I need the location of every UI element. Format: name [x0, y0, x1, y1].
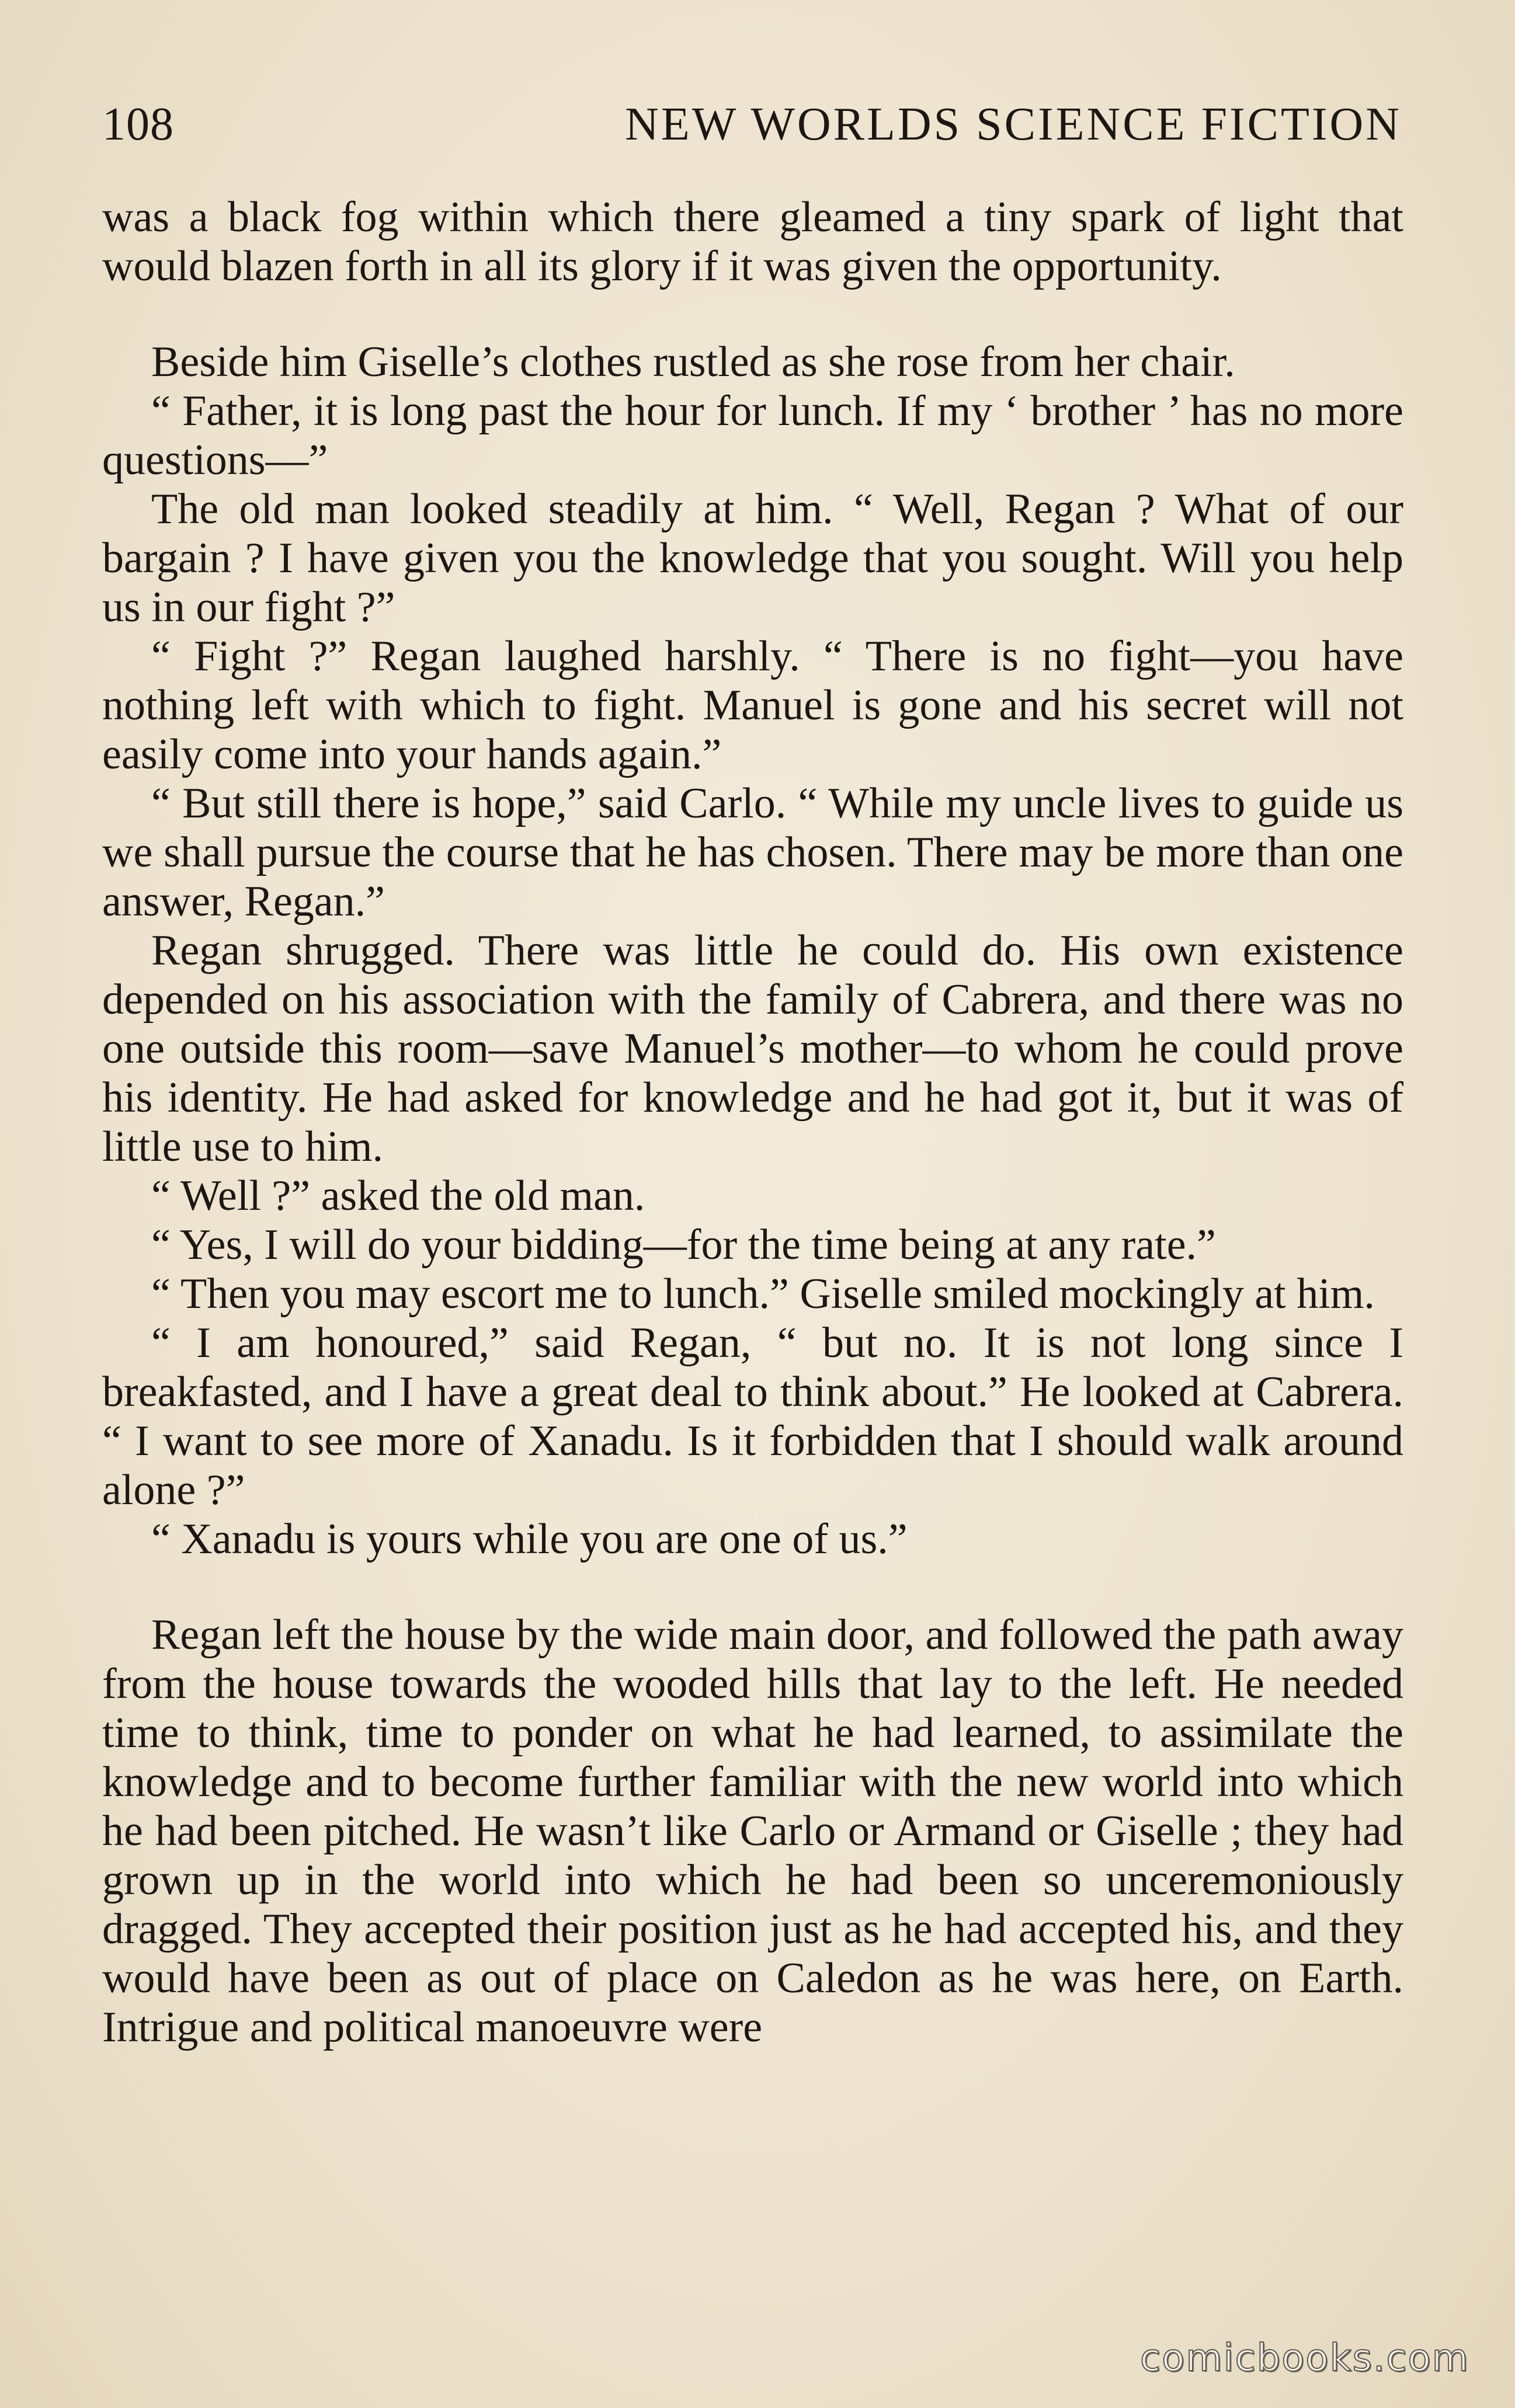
- paragraph-dialogue: “ But still there is hope,” said Carlo. “ While my uncle lives to guide us we shall pursue the course that he has chosen. There may be more than one answer, Regan.”: [102, 780, 1403, 925]
- paragraph: Regan shrugged. There was little he could do. His own existence depended on his association with the family of Cabrera, and there was no one outside this room—save Manuel’s mother—to whom he could prove his identity. He had asked for knowledge and he had got it, but it was of little use to him.: [102, 927, 1403, 1171]
- journal-title: NEW WORLDS SCIENCE FICTION: [625, 99, 1402, 150]
- body-text: [102, 193, 1403, 2052]
- paragraph-continuation: was a black fog within which there gleamed a tiny spark of light that would blazen forth in all its glory if it was given the opportunity.: [102, 193, 1403, 290]
- paragraph-dialogue: “ Xanadu is yours while you are one of us.”: [151, 1515, 908, 1563]
- paragraph: Beside him Giselle’s clothes rustled as she rose from her chair.: [151, 338, 1235, 386]
- watermark: comicbooks.com: [1139, 2337, 1469, 2380]
- paragraph-dialogue: “ Then you may escort me to lunch.” Giselle smiled mockingly at him.: [151, 1270, 1375, 1318]
- paragraph-dialogue: “ Father, it is long past the hour for lunch. If my ‘ brother ’ has no more questions—”: [102, 387, 1403, 484]
- paragraph: Regan left the house by the wide main door, and followed the path away from the house towards the wooded hills that lay to the left. He needed time to think, time to ponder on what he had learned, to assimilate the knowledge and to become further familiar with the new world into which he had been pitched. He wasn’t like Carlo or Armand or Giselle ; they had grown up in the world into which he had been so unceremoniously dragged. They accepted their position just as he had accepted his, and they would have been as out of place on Caledon as he was here, on Earth. Intrigue and political manoeuvre were: [102, 1611, 1403, 2051]
- paragraph-dialogue: “ Fight ?” Regan laughed harshly. “ There is no fight—you have nothing left with which to fight. Manuel is gone and his secret will not easily come into your hands again.”: [102, 632, 1403, 778]
- running-head: [102, 92, 1402, 156]
- paragraph-dialogue: “ I am honoured,” said Regan, “ but no. It is not long since I breakfasted, and I have a great deal to think about.” He looked at Cabrera. “ I want to see more of Xanadu. Is it forbidden that I should walk around alone ?”: [102, 1319, 1403, 1514]
- page-number: 108: [102, 99, 174, 150]
- paragraph-dialogue: “ Yes, I will do your bidding—for the time being at any rate.”: [151, 1221, 1216, 1269]
- paragraph: The old man looked steadily at him. “ Well, Regan ? What of our bargain ? I have given you the knowledge that you sought. Will you help us in our fight ?”: [102, 485, 1403, 631]
- paragraph-dialogue: “ Well ?” asked the old man.: [151, 1172, 645, 1220]
